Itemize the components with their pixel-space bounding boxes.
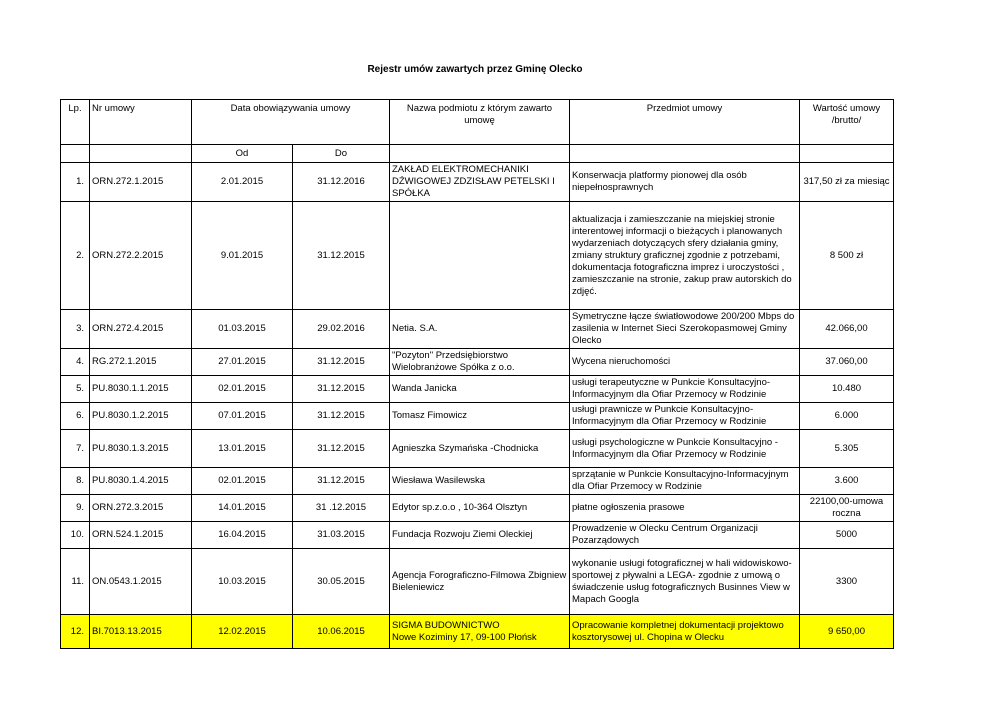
cell-przedmiot: Wycena nieruchomości [570, 349, 800, 376]
podmiot-address: Nowe Koziminy 17, 09-100 Płońsk [392, 631, 537, 643]
cell-lp: 3. [61, 310, 90, 349]
cell-podmiot: Wanda Janicka [390, 376, 570, 403]
cell-podmiot [390, 615, 570, 649]
cell-lp: 6. [61, 403, 90, 430]
table-row [61, 522, 894, 549]
cell-do: 31.12.2015 [293, 349, 390, 376]
header-spacer [570, 145, 800, 163]
cell-wartosc: 6.000 [800, 403, 894, 430]
podmiot-name: SIGMA BUDOWNICTWO [392, 619, 500, 631]
cell-od: 02.01.2015 [192, 468, 293, 495]
cell-do: 31.12.2016 [293, 163, 390, 202]
cell-przedmiot: wykonanie usługi fotograficznej w hali widowiskowo-sportowej z pływalni a LEGA- zgodnie z umową o świadczenie usług fotograficznych Businnes View w Mapach Googla [570, 549, 800, 615]
cell-przedmiot: usługi prawnicze w Punkcie Konsultacyjno-Informacyjnym dla Ofiar Przemocy w Rodzinie [570, 403, 800, 430]
cell-nr: ORN.272.4.2015 [90, 310, 192, 349]
cell-od: 9.01.2015 [192, 202, 293, 310]
cell-przedmiot: usługi terapeutyczne w Punkcie Konsultacyjno-Informacyjnym dla Ofiar Przemocy w Rodzinie [570, 376, 800, 403]
cell-podmiot: Netia. S.A. [390, 310, 570, 349]
cell-od: 13.01.2015 [192, 430, 293, 468]
cell-od: 02.01.2015 [192, 376, 293, 403]
table-row [61, 202, 894, 310]
cell-nr: PU.8030.1.1.2015 [90, 376, 192, 403]
cell-lp: 5. [61, 376, 90, 403]
document-title: Rejestr umów zawartych przez Gminę Olecko [367, 64, 583, 75]
table-row [61, 403, 894, 430]
table-row [61, 549, 894, 615]
cell-podmiot: Fundacja Rozwoju Ziemi Oleckiej [390, 522, 570, 549]
cell-nr: PU.8030.1.4.2015 [90, 468, 192, 495]
cell-wartosc: 22100,00-umowa roczna [800, 495, 894, 522]
header-lp: Lp. [61, 100, 90, 145]
table-row [61, 163, 894, 202]
cell-wartosc: 3.600 [800, 468, 894, 495]
cell-od: 14.01.2015 [192, 495, 293, 522]
cell-wartosc: 9 650,00 [800, 615, 894, 649]
cell-wartosc: 5.305 [800, 430, 894, 468]
table-row-highlighted [61, 615, 894, 649]
cell-od: 01.03.2015 [192, 310, 293, 349]
cell-nr: ORN.272.3.2015 [90, 495, 192, 522]
cell-nr: ORN.272.1.2015 [90, 163, 192, 202]
cell-przedmiot: usługi psychologiczne w Punkcie Konsultacyjno - Informacyjnym dla Ofiar Przemocy w Rodzinie [570, 430, 800, 468]
cell-podmiot: Agnieszka Szymańska -Chodnicka [390, 430, 570, 468]
cell-podmiot: Wiesława Wasilewska [390, 468, 570, 495]
cell-nr: RG.272.1.2015 [90, 349, 192, 376]
cell-lp: 10. [61, 522, 90, 549]
cell-nr: PU.8030.1.3.2015 [90, 430, 192, 468]
cell-do: 31.12.2015 [293, 202, 390, 310]
cell-lp: 7. [61, 430, 90, 468]
cell-przedmiot: Konserwacja platformy pionowej dla osób niepełnosprawnych [570, 163, 800, 202]
header-spacer [390, 145, 570, 163]
cell-wartosc: 10.480 [800, 376, 894, 403]
cell-podmiot: "Pozyton" Przedsiębiorstwo Wielobranżowe Spółka z o.o. [390, 349, 570, 376]
cell-nr: ON.0543.1.2015 [90, 549, 192, 615]
cell-podmiot: Tomasz Fimowicz [390, 403, 570, 430]
cell-przedmiot: aktualizacja i zamieszczanie na miejskiej stronie interentowej informacji o bieżących i planowanych wydarzeniach dotyczących sfery działania gminy, zmiany struktury graficznej zgodnie z potrzebami, dokumentacja fotograficzna imprez i uroczystości , zamieszczanie na stronie, zakup praw autorskich do zdjęć. [570, 202, 800, 310]
table-row [61, 495, 894, 522]
cell-lp: 11. [61, 549, 90, 615]
header-spacer [90, 145, 192, 163]
cell-wartosc: 8 500 zł [800, 202, 894, 310]
cell-od: 16.04.2015 [192, 522, 293, 549]
header-wartosc: Wartość umowy /brutto/ [800, 100, 894, 145]
cell-od: 27.01.2015 [192, 349, 293, 376]
header-od: Od [192, 145, 293, 163]
header-nr-umowy: Nr umowy [90, 100, 192, 145]
header-spacer [61, 145, 90, 163]
cell-nr: PU.8030.1.2.2015 [90, 403, 192, 430]
cell-nr: ORN.272.2.2015 [90, 202, 192, 310]
cell-od: 2.01.2015 [192, 163, 293, 202]
cell-wartosc: 317,50 zł za miesiąc [800, 163, 894, 202]
cell-lp: 1. [61, 163, 90, 202]
cell-do: 29.02.2016 [293, 310, 390, 349]
cell-podmiot: Edytor sp.z.o.o , 10-364 Olsztyn [390, 495, 570, 522]
cell-do: 31.03.2015 [293, 522, 390, 549]
cell-nr: ORN.524.1.2015 [90, 522, 192, 549]
cell-wartosc: 42.066,00 [800, 310, 894, 349]
cell-do: 31.12.2015 [293, 430, 390, 468]
cell-przedmiot: płatne ogłoszenia prasowe [570, 495, 800, 522]
cell-przedmiot: Symetryczne łącze światłowodowe 200/200 Mbps do zasilenia w Internet Sieci Szerokopasmowej Gminy Olecko [570, 310, 800, 349]
cell-podmiot [390, 202, 570, 310]
cell-lp: 9. [61, 495, 90, 522]
table-row [61, 430, 894, 468]
cell-nr: BI.7013.13.2015 [90, 615, 192, 649]
cell-lp: 12. [61, 615, 90, 649]
header-nazwa-podmiotu: Nazwa podmiotu z którym zawarto umowę [390, 100, 570, 145]
header-data-obowiazywania: Data obowiązywania umowy [192, 100, 390, 145]
cell-do: 31.12.2015 [293, 468, 390, 495]
header-do: Do [293, 145, 390, 163]
header-przedmiot: Przedmiot umowy [570, 100, 800, 145]
cell-przedmiot: Opracowanie kompletnej dokumentacji projektowo kosztorysowej ul. Chopina w Olecku [570, 615, 800, 649]
cell-lp: 8. [61, 468, 90, 495]
cell-do: 30.05.2015 [293, 549, 390, 615]
cell-podmiot: ZAKŁAD ELEKTROMECHANIKI DŹWIGOWEJ ZDZISŁAW PETELSKI I SPÓŁKA [390, 163, 570, 202]
cell-do: 31.12.2015 [293, 376, 390, 403]
cell-wartosc: 3300 [800, 549, 894, 615]
cell-lp: 2. [61, 202, 90, 310]
table-row [61, 349, 894, 376]
cell-przedmiot: Prowadzenie w Olecku Centrum Organizacji Pozarządowych [570, 522, 800, 549]
cell-do: 10.06.2015 [293, 615, 390, 649]
cell-do: 31.12.2015 [293, 403, 390, 430]
contracts-table [60, 99, 894, 649]
cell-od: 12.02.2015 [192, 615, 293, 649]
table-row [61, 376, 894, 403]
cell-przedmiot: sprzątanie w Punkcie Konsultacyjno-Informacyjnym dla Ofiar Przemocy w Rodzinie [570, 468, 800, 495]
cell-do: 31 .12.2015 [293, 495, 390, 522]
header-spacer [800, 145, 894, 163]
table-row [61, 468, 894, 495]
cell-od: 10.03.2015 [192, 549, 293, 615]
cell-wartosc: 5000 [800, 522, 894, 549]
cell-podmiot: Agencja Forograficzno-Filmowa Zbigniew Bieleniewicz [390, 549, 570, 615]
table-row [61, 310, 894, 349]
cell-lp: 4. [61, 349, 90, 376]
cell-wartosc: 37.060,00 [800, 349, 894, 376]
cell-od: 07.01.2015 [192, 403, 293, 430]
